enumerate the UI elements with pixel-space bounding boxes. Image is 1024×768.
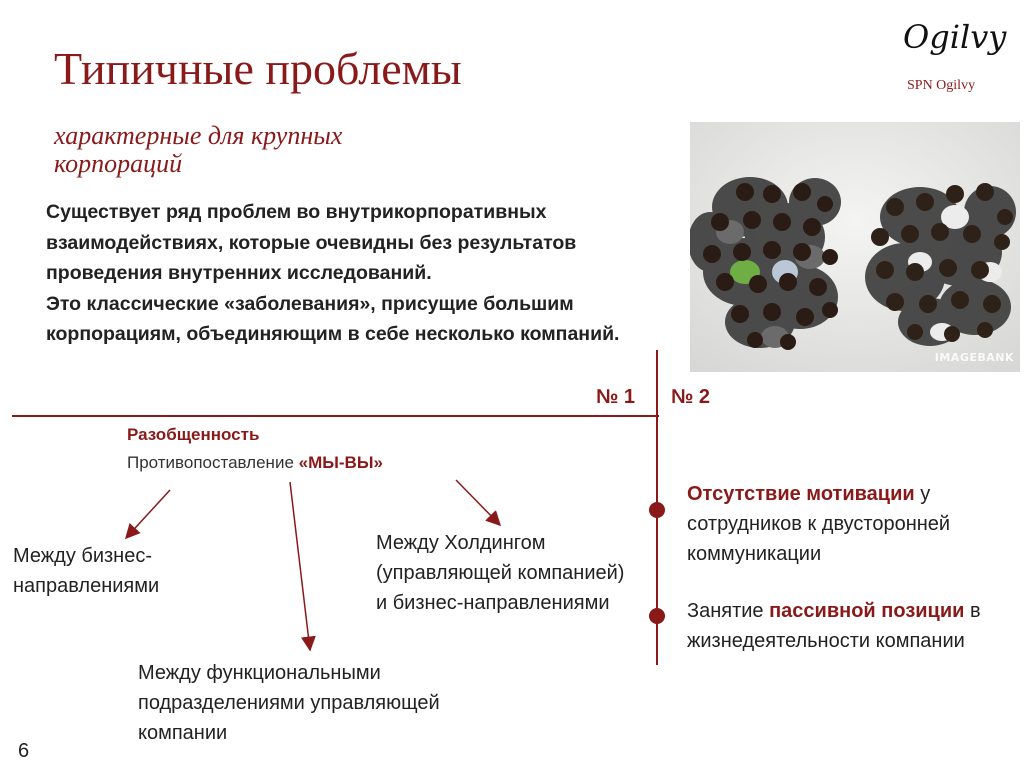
item-functional-units: Между функциональными подразделениями управляющей компании: [138, 662, 440, 744]
photo-watermark: IMAGEBANK: [934, 351, 1014, 364]
logo-name: SPN Ogilvy: [907, 78, 976, 93]
intro-paragraph-1: Существует ряд проблем во внутрикорпоративных взаимодействиях, которые очевидны без результатов проведения внутренних исследований.: [46, 201, 577, 284]
label-no2: № 2: [671, 386, 710, 408]
slide-title: Типичные проблемы: [54, 43, 462, 94]
no-motivation-rest: у сотрудников к двусторонней коммуникации: [687, 483, 951, 565]
contrast-prefix: Противопоставление: [127, 453, 299, 472]
item-no-motivation: [687, 479, 1012, 569]
arrow-to-functional-units: [290, 482, 310, 650]
label-no1: № 1: [596, 386, 635, 408]
arrow-to-holding: [456, 480, 500, 525]
contrast-accent: «МЫ-ВЫ»: [298, 453, 383, 472]
passive-accent: пассивной позиции: [769, 600, 965, 622]
item-holding: Между Холдингом (управляющей компанией) и бизнес-направлениями: [376, 532, 625, 614]
item-business-directions: Между бизнес-направлениями: [13, 545, 160, 597]
intro-paragraph-2: Это классические «заболевания», присущие большим корпорациям, объединяющим в себе несколько компаний.: [46, 292, 620, 345]
arrow-to-business-directions: [126, 490, 170, 538]
logo-script: Ogilvy: [903, 18, 1007, 56]
no-motivation-accent: Отсутствие мотивации: [687, 483, 915, 505]
page-number: 6: [18, 740, 30, 762]
passive-rest: в жизнедеятельности компании: [687, 600, 981, 652]
problem1-heading: Разобщенность: [127, 425, 260, 444]
item-passive-position: [687, 596, 1012, 656]
slide-subtitle: характерные для крупных корпораций: [54, 121, 343, 178]
passive-prefix: Занятие: [687, 600, 770, 622]
